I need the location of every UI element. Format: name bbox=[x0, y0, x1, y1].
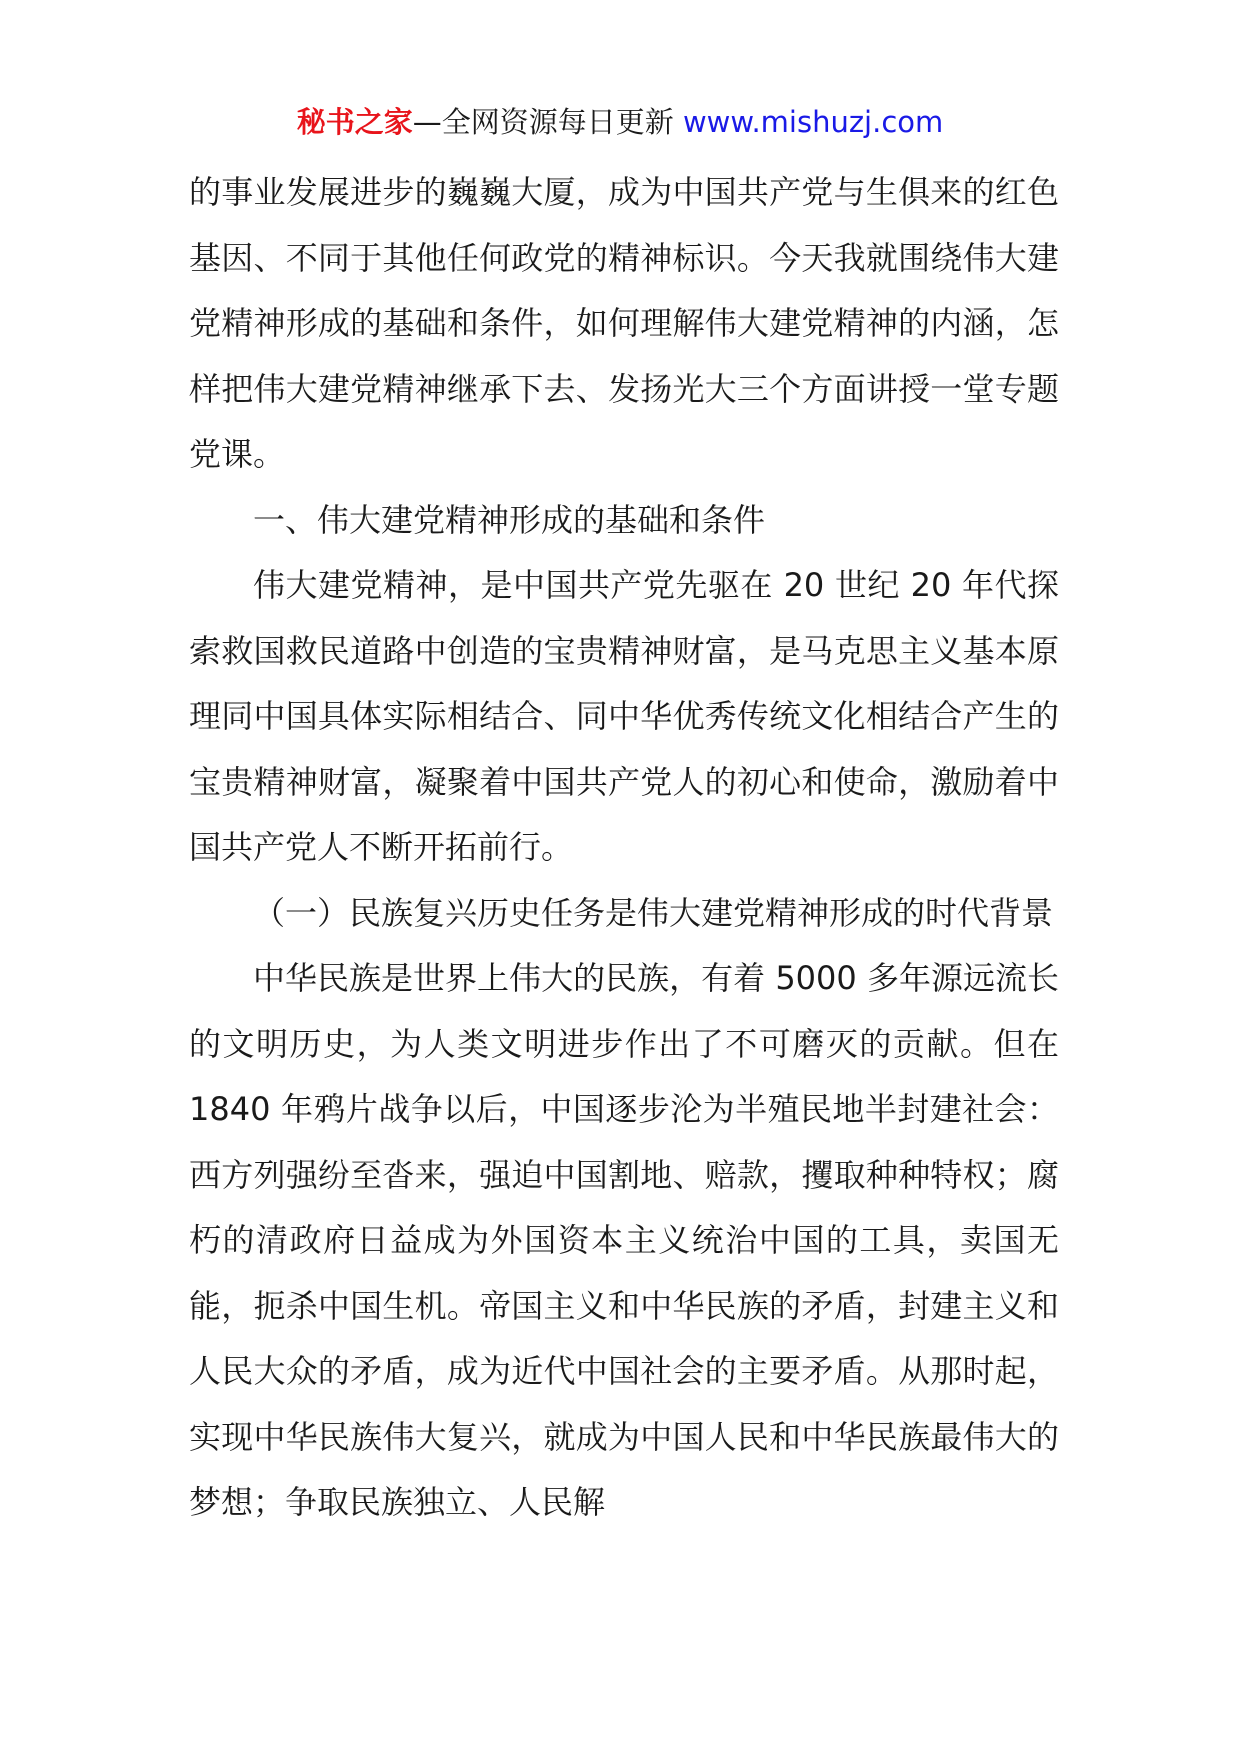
paragraph: 中华民族是世界上伟大的民族，有着 5000 多年源远流长的文明历史，为人类文明进步作出了不可磨灭的贡献。但在 1840 年鸦片战争以后，中国逐步沦为半殖民地半封建社会：西方列强纷至沓来，强迫中国割地、赔款，攫取种种特权；腐朽的清政府日益成为外国资本主义统治中国的工具，卖国无能，扼杀中国生机。帝国主义和中华民族的矛盾，封建主义和人民大众的矛盾，成为近代中国社会的主要矛盾。从那时起，实现中华民族伟大复兴，就成为中国人民和中华民族最伟大的梦想；争取民族独立、人民解 bbox=[189, 959, 1059, 1521]
section-heading: 一、伟大建党精神形成的基础和条件 bbox=[253, 500, 766, 539]
paragraph: 伟大建党精神，是中国共产党先驱在 20 世纪 20 年代探索救国救民道路中创造的宝贵精神财富，是马克思主义基本原理同中国具体实际相结合、同中华优秀传统文化相结合产生的宝贵精神财富，凝聚着中国共产党人的初心和使命，激励着中国共产党人不断开拓前行。 bbox=[189, 566, 1059, 866]
header-tagline: —全网资源每日更新 bbox=[412, 105, 674, 139]
page-header bbox=[0, 100, 1240, 144]
brand-name: 秘书之家 bbox=[296, 105, 413, 139]
subsection-heading: （一）民族复兴历史任务是伟大建党精神形成的时代背景 bbox=[253, 893, 1054, 932]
website-link[interactable]: www.mishuzj.com bbox=[682, 105, 944, 139]
document-body bbox=[189, 160, 1059, 1536]
paragraph-continuation: 的事业发展进步的巍巍大厦，成为中国共产党与生俱来的红色基因、不同于其他任何政党的精神标识。今天我就围绕伟大建党精神形成的基础和条件，如何理解伟大建党精神的内涵，怎样把伟大建党精神继承下去、发扬光大三个方面讲授一堂专题党课。 bbox=[189, 173, 1059, 473]
